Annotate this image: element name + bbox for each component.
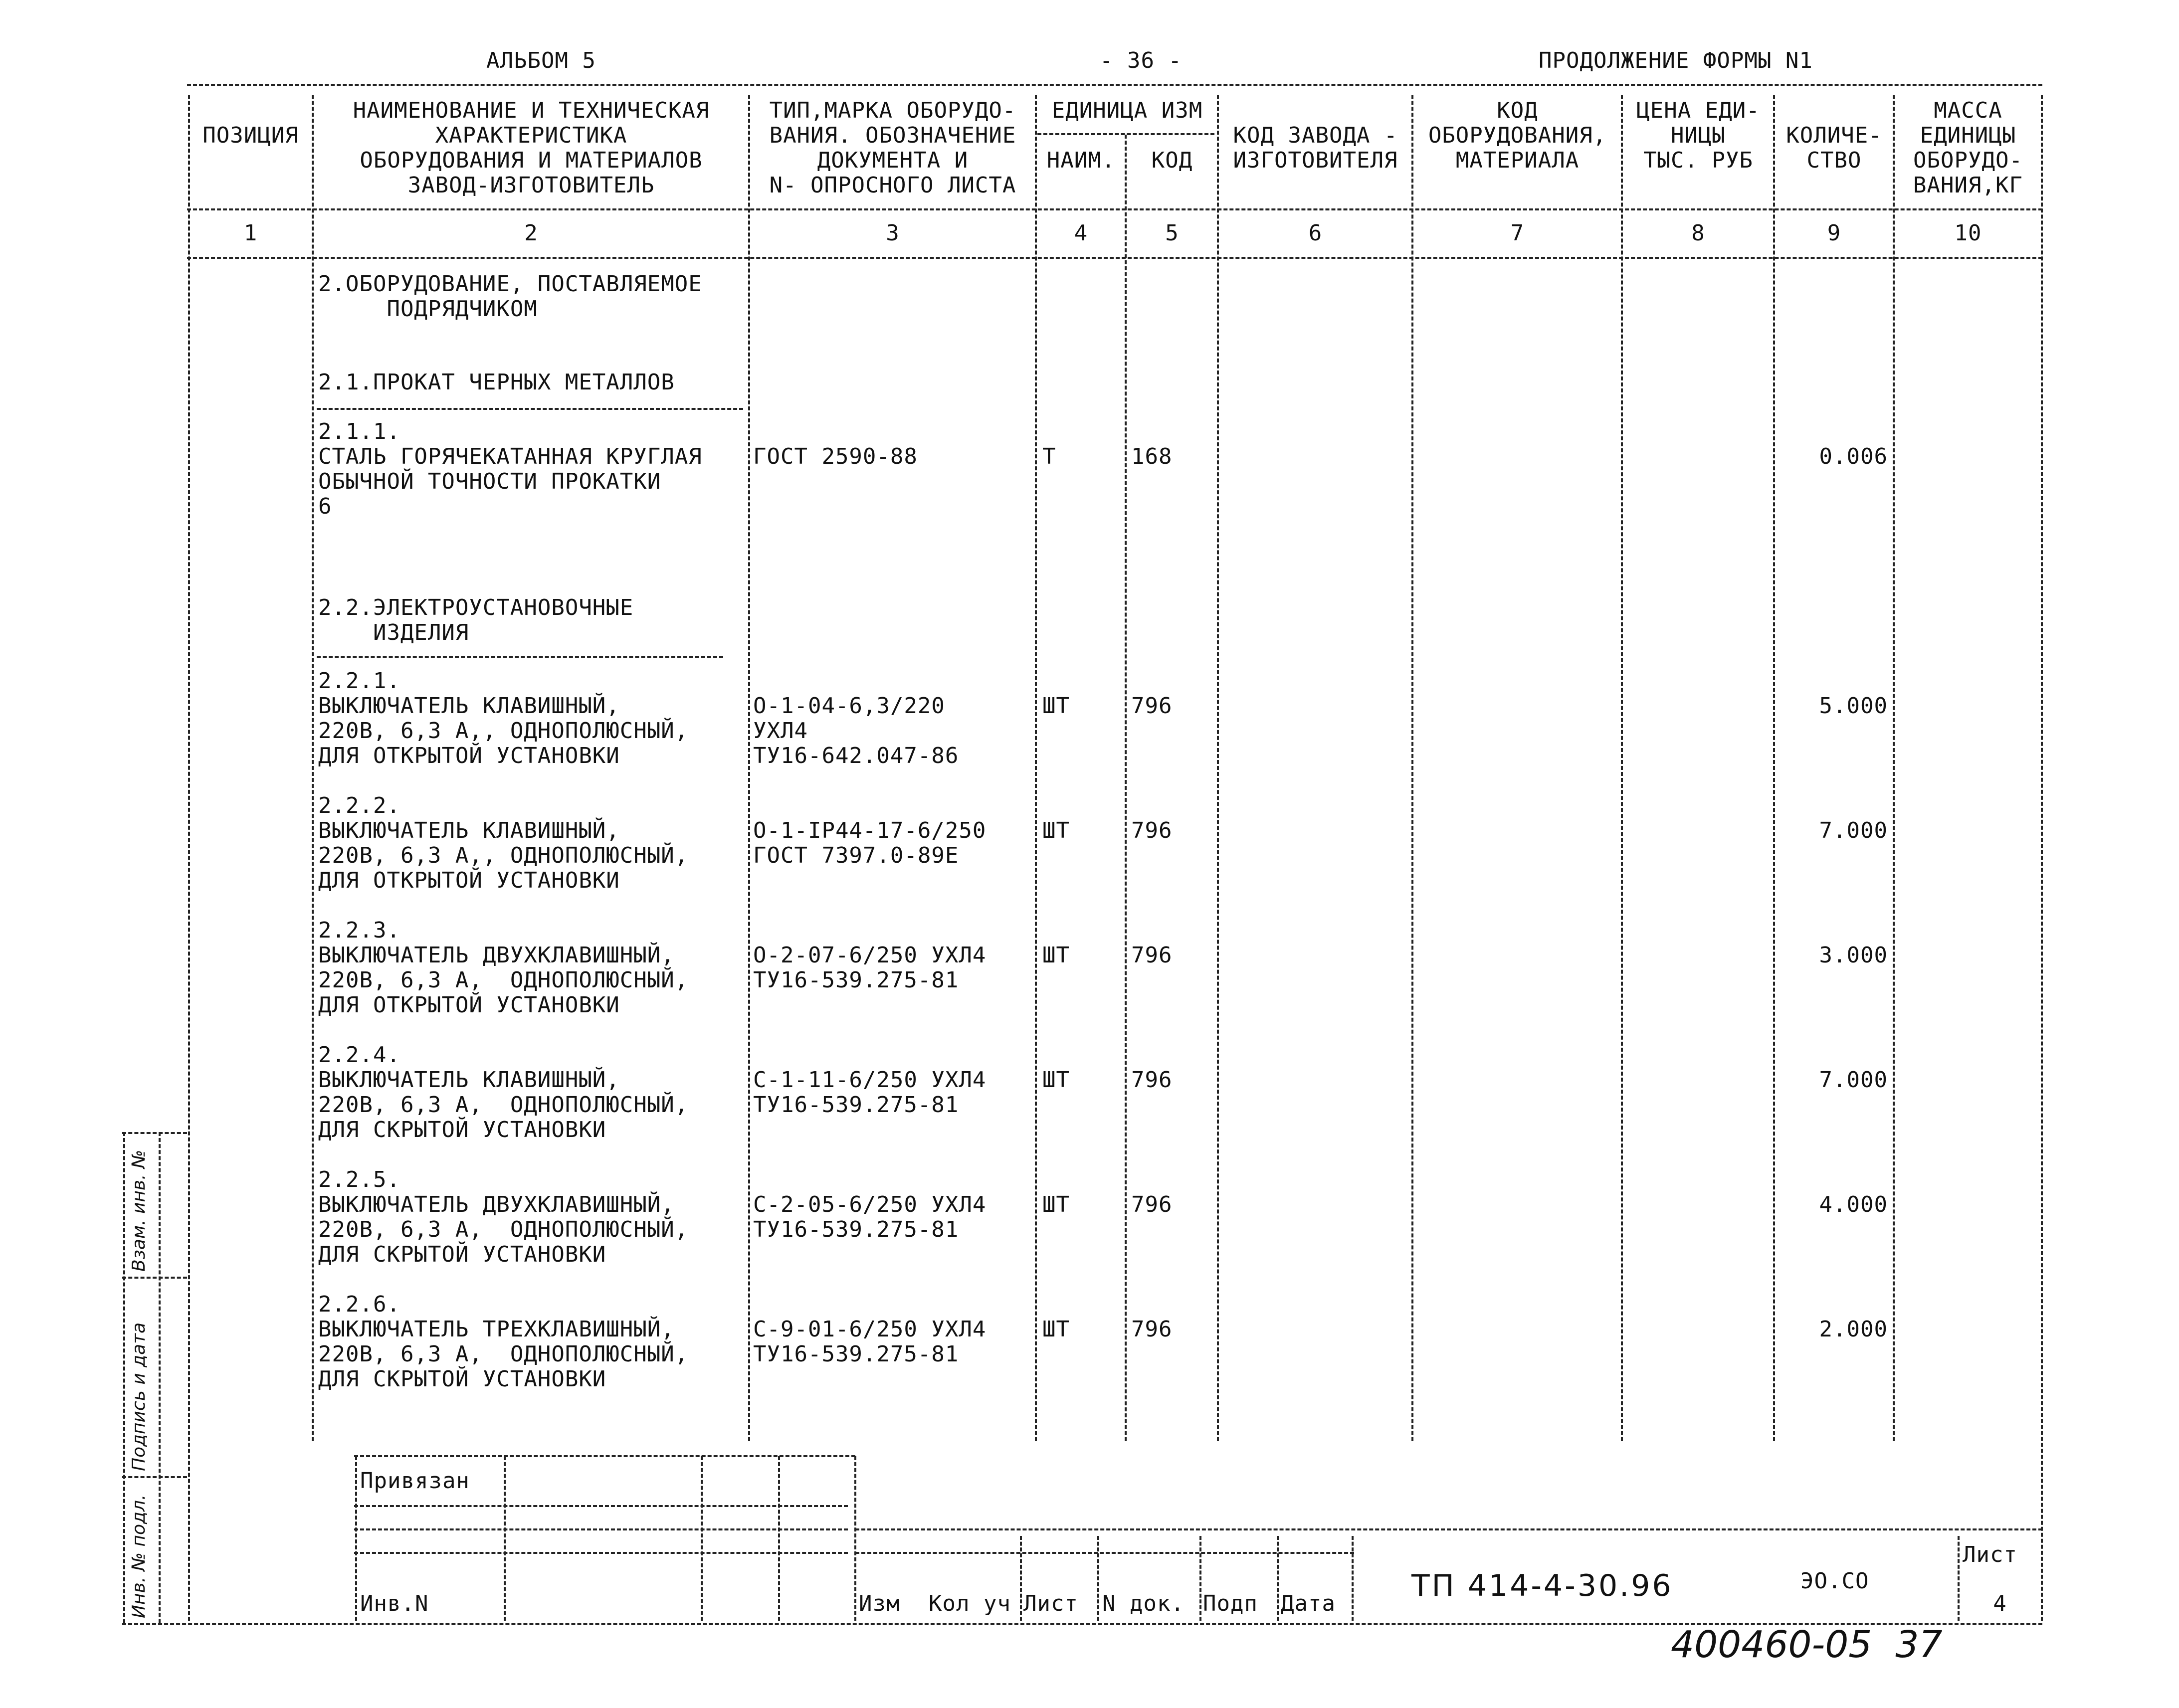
item-unit: ШТ (1042, 1067, 1070, 1093)
item-type-l2: ТУ16-539.275-81 (753, 1341, 959, 1367)
side-inv-podl: Инв. № подл. (129, 1494, 149, 1618)
form-continuation: ПРОДОЛЖЕНИЕ ФОРМЫ N1 (1539, 48, 1813, 73)
col-sep-4 (1125, 135, 1127, 1441)
col3-header-l3: ДОКУМЕНТА И (817, 148, 969, 173)
item-name-l3: 6 (318, 494, 332, 519)
item-name-l3: ДЛЯ ОТКРЫТОЙ УСТАНОВКИ (318, 743, 620, 768)
stamp-izm-label: Изм (859, 1591, 900, 1616)
item-name-l2: 220В, 6,3 А, ОДНОПОЛЮСНЫЙ, (318, 1092, 689, 1118)
col2-header-l2: ХАРАКТЕРИСТИКА (435, 123, 627, 148)
side-rule (122, 1476, 187, 1478)
section-2-2-heading: 2.2.ЭЛЕКТРОУСТАНОВОЧНЫЕ (318, 595, 634, 620)
item-name-l1: ВЫКЛЮЧАТЕЛЬ ТРЕХКЛАВИШНЫЙ, (318, 1317, 675, 1342)
stamp-rule (354, 1505, 848, 1507)
col-number: 1 (243, 220, 258, 246)
side-podp-data: Подпись и дата (129, 1322, 149, 1471)
col5-header: КОД (1151, 148, 1193, 173)
col-number: 10 (1954, 220, 1982, 246)
item-unit-code: 796 (1131, 818, 1173, 843)
item-unit-code: 796 (1131, 693, 1173, 719)
document-designation: ТП 414-4-30.96 (1411, 1568, 1673, 1603)
col3-header-l2: ВАНИЯ. ОБОЗНАЧЕНИЕ (769, 123, 1016, 148)
rule-numbers-bottom (187, 257, 2042, 259)
stamp-tied-label: Привязан (360, 1468, 470, 1494)
item-number: 2.2.2. (318, 793, 400, 818)
item-type-l1: С-1-11-6/250 УХЛ4 (753, 1067, 987, 1093)
item-quantity: 5.000 (1819, 693, 1888, 719)
stamp-sep (1199, 1536, 1201, 1621)
item-unit-code: 796 (1131, 1317, 1173, 1342)
item-quantity: 7.000 (1819, 818, 1888, 843)
item-unit-code: 796 (1131, 1067, 1173, 1093)
col2-header-l3: ОБОРУДОВАНИЯ И МАТЕРИАЛОВ (360, 148, 703, 173)
item-name-l1: ВЫКЛЮЧАТЕЛЬ ДВУХКЛАВИШНЫЙ, (318, 1192, 675, 1217)
stamp-sep (1020, 1536, 1022, 1621)
stamp-kol-label: Кол уч (929, 1591, 1011, 1616)
item-type-l1: С-2-05-6/250 УХЛ4 (753, 1192, 987, 1217)
col1-header: ПОЗИЦИЯ (202, 123, 299, 148)
item-type-l1: О-1-IP44-17-6/250 (753, 818, 987, 843)
page-number: - 36 - (1100, 48, 1182, 73)
item-quantity: 4.000 (1819, 1192, 1888, 1217)
col-number: 7 (1510, 220, 1525, 246)
col-number: 2 (524, 220, 538, 246)
item-name-l3: ДЛЯ ОТКРЫТОЙ УСТАНОВКИ (318, 868, 620, 893)
col6-header-l1: КОД ЗАВОДА - (1233, 123, 1398, 148)
item-type-l1: ГОСТ 2590-88 (753, 444, 918, 469)
side-vzam: Взам. инв. № (129, 1149, 149, 1272)
item-type-l3: ТУ16-642.047-86 (753, 743, 959, 768)
item-type-l1: О-2-07-6/250 УХЛ4 (753, 943, 987, 968)
item-type-l2: ГОСТ 7397.0-89Е (753, 843, 959, 868)
col10-header-l4: ВАНИЯ,КГ (1913, 173, 2023, 198)
item-type-l2: УХЛ4 (753, 718, 808, 744)
item-type-l1: О-1-04-6,3/220 (753, 693, 945, 719)
col-number: 6 (1308, 220, 1323, 246)
stamp-sep (1352, 1536, 1354, 1621)
side-rule (122, 1277, 187, 1279)
item-quantity: 3.000 (1819, 943, 1888, 968)
col6-header-l2: ИЗГОТОВИТЕЛЯ (1233, 148, 1398, 173)
col10-header-l3: ОБОРУДО- (1913, 148, 2023, 173)
item-name-l2: 220В, 6,3 А, ОДНОПОЛЮСНЫЙ, (318, 1217, 689, 1242)
item-number: 2.2.1. (318, 668, 400, 694)
item-name-l2: ОБЫЧНОЙ ТОЧНОСТИ ПРОКАТКИ (318, 469, 661, 494)
col10-header-l1: МАССА (1934, 98, 2002, 123)
col-sep-6 (1411, 95, 1413, 1441)
stamp-sep (1097, 1536, 1099, 1621)
stamp-sep (701, 1456, 703, 1621)
col7-header-l3: МАТЕРИАЛА (1455, 148, 1580, 173)
item-type-l2: ТУ16-539.275-81 (753, 967, 959, 993)
item-quantity: 7.000 (1819, 1067, 1888, 1093)
item-unit: ШТ (1042, 693, 1070, 719)
side-sep (159, 1132, 161, 1623)
col10-header-l2: ЕДИНИЦЫ (1920, 123, 2016, 148)
stamp-rule (354, 1552, 848, 1554)
col-sep-5 (1217, 95, 1219, 1441)
col9-header-l2: СТВО (1806, 148, 1862, 173)
sheet-label: Лист (1963, 1542, 2017, 1567)
sheet-number: 4 (1993, 1591, 2007, 1616)
item-name-l1: ВЫКЛЮЧАТЕЛЬ КЛАВИШНЫЙ, (318, 693, 620, 719)
col2-header-l1: НАИМЕНОВАНИЕ И ТЕХНИЧЕСКАЯ (353, 98, 710, 123)
col-sep-3 (1035, 95, 1037, 1441)
stamp-podp-label: Подп (1203, 1591, 1258, 1616)
item-name-l3: ДЛЯ СКРЫТОЙ УСТАНОВКИ (318, 1366, 606, 1392)
item-name-l2: 220В, 6,3 А,, ОДНОПОЛЮСНЫЙ, (318, 718, 689, 744)
item-name-l3: ДЛЯ СКРЫТОЙ УСТАНОВКИ (318, 1117, 606, 1142)
col4-header: НАИМ. (1046, 148, 1116, 173)
stamp-rule (354, 1528, 848, 1530)
item-name-l2: 220В, 6,3 А, ОДНОПОЛЮСНЫЙ, (318, 967, 689, 993)
col7-header-l1: КОД (1497, 98, 1538, 123)
col-number: 5 (1165, 220, 1179, 246)
item-name-l2: 220В, 6,3 А,, ОДНОПОЛЮСНЫЙ, (318, 843, 689, 868)
item-number: 2.1.1. (318, 419, 400, 444)
item-type-l1: С-9-01-6/250 УХЛ4 (753, 1317, 987, 1342)
item-number: 2.2.6. (318, 1292, 400, 1317)
item-name-l1: ВЫКЛЮЧАТЕЛЬ ДВУХКЛАВИШНЫЙ, (318, 943, 675, 968)
col-sep-7 (1621, 95, 1623, 1441)
col9-header-l1: КОЛИЧЕ- (1786, 123, 1882, 148)
item-number: 2.2.3. (318, 918, 400, 943)
stamp-rule (855, 1528, 2042, 1530)
side-rule (122, 1132, 187, 1134)
document-code: ЭО.СО (1800, 1568, 1869, 1594)
stamp-rule (354, 1455, 855, 1457)
side-sep (123, 1132, 125, 1623)
col-sep-2 (748, 95, 750, 1441)
section-2-heading-l2: ПОДРЯДЧИКОМ (318, 296, 538, 322)
col8-header-l2: НИЦЫ (1671, 123, 1726, 148)
stamp-list-label: Лист (1023, 1591, 1078, 1616)
col-number: 3 (886, 220, 900, 246)
stamp-sep (854, 1456, 856, 1621)
stamp-sep (1958, 1536, 1960, 1621)
rule-header-bottom (187, 208, 2042, 210)
col3-header-l1: ТИП,МАРКА ОБОРУДО- (769, 98, 1016, 123)
section-2-1-heading: 2.1.ПРОКАТ ЧЕРНЫХ МЕТАЛЛОВ (318, 370, 675, 395)
item-unit: ШТ (1042, 818, 1070, 843)
item-name-l2: 220В, 6,3 А, ОДНОПОЛЮСНЫЙ, (318, 1341, 689, 1367)
section-2-2-heading-l2: ИЗДЕЛИЯ (318, 620, 469, 645)
item-unit: Т (1042, 444, 1056, 469)
col-sep-10 (2041, 95, 2043, 1621)
album-label: АЛЬБОМ 5 (486, 48, 596, 73)
stamp-rule (855, 1552, 1354, 1554)
item-unit: ШТ (1042, 1317, 1070, 1342)
item-unit-code: 168 (1131, 444, 1173, 469)
item-number: 2.2.4. (318, 1042, 400, 1068)
col-sep-1 (312, 95, 314, 1441)
item-name-l3: ДЛЯ СКРЫТОЙ УСТАНОВКИ (318, 1242, 606, 1267)
item-quantity: 0.006 (1819, 444, 1888, 469)
rule-under-2-2 (317, 656, 723, 658)
item-quantity: 2.000 (1819, 1317, 1888, 1342)
stamp-ndok-label: N док. (1102, 1591, 1185, 1616)
item-name-l3: ДЛЯ ОТКРЫТОЙ УСТАНОВКИ (318, 992, 620, 1018)
item-unit: ШТ (1042, 1192, 1070, 1217)
item-name-l1: ВЫКЛЮЧАТЕЛЬ КЛАВИШНЫЙ, (318, 1067, 620, 1093)
stamp-sep (778, 1456, 780, 1621)
item-unit-code: 796 (1131, 943, 1173, 968)
handwritten-archive-number: 400460-05 37 (1671, 1623, 1943, 1666)
item-type-l2: ТУ16-539.275-81 (753, 1092, 959, 1118)
rule-top (187, 84, 2042, 86)
col8-header-l3: ТЫС. РУБ (1643, 148, 1753, 173)
col3-header-l4: N- ОПРОСНОГО ЛИСТА (769, 173, 1016, 198)
rule-under-2-1 (317, 408, 743, 410)
col-sep-0 (188, 95, 190, 1621)
col-sep-9 (1893, 95, 1895, 1441)
col-sep-8 (1773, 95, 1775, 1441)
item-name-l1: СТАЛЬ ГОРЯЧЕКАТАННАЯ КРУГЛАЯ (318, 444, 702, 469)
section-2-heading: 2.ОБОРУДОВАНИЕ, ПОСТАВЛЯЕМОЕ (318, 271, 702, 297)
col-number: 4 (1074, 220, 1088, 246)
item-type-l2: ТУ16-539.275-81 (753, 1217, 959, 1242)
stamp-sep (355, 1456, 357, 1621)
col2-header-l4: ЗАВОД-ИЗГОТОВИТЕЛЬ (407, 173, 655, 198)
item-unit-code: 796 (1131, 1192, 1173, 1217)
col7-header-l2: ОБОРУДОВАНИЯ, (1428, 123, 1607, 148)
item-number: 2.2.5. (318, 1167, 400, 1192)
col45-header: ЕДИНИЦА ИЗМ (1051, 98, 1203, 123)
stamp-inv-label: Инв.N (360, 1591, 429, 1616)
stamp-sep (1277, 1536, 1279, 1621)
col-number: 9 (1827, 220, 1841, 246)
stamp-data-label: Дата (1281, 1591, 1336, 1616)
col8-header-l1: ЦЕНА ЕДИ- (1636, 98, 1760, 123)
item-unit: ШТ (1042, 943, 1070, 968)
stamp-sep (504, 1456, 506, 1621)
col-number: 8 (1691, 220, 1705, 246)
item-name-l1: ВЫКЛЮЧАТЕЛЬ КЛАВИШНЫЙ, (318, 818, 620, 843)
